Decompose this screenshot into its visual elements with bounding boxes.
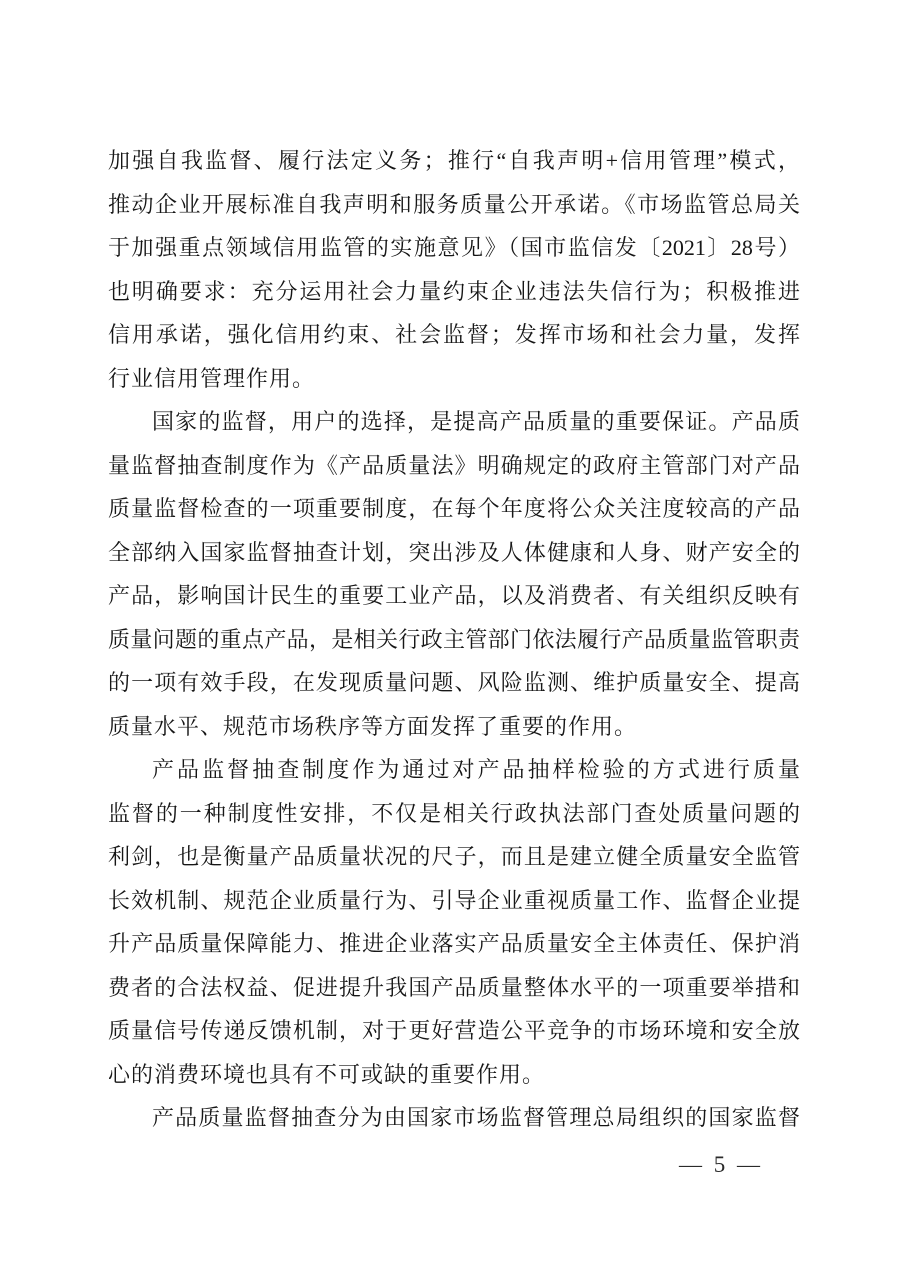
text-line: 产品，影响国计民生的重要工业产品，以及消费者、有关组织反映有 — [108, 583, 800, 608]
text-line: 质量水平、规范市场秩序等方面发挥了重要的作用。 — [108, 713, 638, 739]
text-line: 质量监督检查的一项重要制度，在每个年度将公众关注度较高的产品 — [108, 496, 800, 521]
text-line: 心的消费环境也具有不可或缺的重要作用。 — [108, 1061, 546, 1087]
text-line: 国家的监督，用户的选择，是提高产品质量的重要保证。产品质 — [152, 409, 800, 434]
text-line: 加强自我监督、履行法定义务；推行“自我声明+信用管理”模式， — [108, 148, 800, 173]
text-line: 的一项有效手段，在发现质量问题、风险监测、维护质量安全、提高 — [108, 670, 800, 695]
text-line: 质量信号传递反馈机制，对于更好营造公平竞争的市场环境和安全放 — [108, 1018, 800, 1043]
text-line: 行业信用管理作用。 — [108, 365, 316, 391]
paragraph — [108, 400, 800, 748]
text-line: 产品质量监督抽查分为由国家市场监督管理总局组织的国家监督 — [152, 1105, 800, 1130]
text-line: 也明确要求：充分运用社会力量约束企业违法失信行为；积极推进 — [108, 278, 800, 304]
text-line: 利剑，也是衡量产品质量状况的尺子，而且是建立健全质量安全监管 — [108, 844, 800, 869]
page-number: — 5 — — [679, 1152, 763, 1177]
text-line: 信用承诺，强化信用约束、社会监督；发挥市场和社会力量，发挥 — [108, 322, 800, 347]
paragraph — [108, 1096, 800, 1140]
paragraph — [108, 139, 800, 400]
document-body — [108, 139, 800, 1140]
text-line: 产品监督抽查制度作为通过对产品抽样检验的方式进行质量 — [152, 757, 800, 782]
text-line: 监督的一种制度性安排，不仅是相关行政执法部门查处质量问题的 — [108, 800, 800, 826]
text-line: 于加强重点领域信用监管的实施意见》（国市监信发〔2021〕28号） — [108, 235, 800, 260]
text-line: 量监督抽查制度作为《产品质量法》明确规定的政府主管部门对产品 — [108, 452, 800, 478]
text-line: 质量问题的重点产品，是相关行政主管部门依法履行产品质量监管职责 — [108, 626, 800, 652]
text-line: 长效机制、规范企业质量行为、引导企业重视质量工作、监督企业提 — [108, 887, 800, 913]
text-line: 费者的合法权益、促进提升我国产品质量整体水平的一项重要举措和 — [108, 974, 800, 1000]
text-line: 升产品质量保障能力、推进企业落实产品质量安全主体责任、保护消 — [108, 931, 800, 956]
paragraph — [108, 748, 800, 1096]
text-line: 推动企业开展标准自我声明和服务质量公开承诺。《市场监管总局关 — [108, 191, 800, 217]
text-line: 全部纳入国家监督抽查计划，突出涉及人体健康和人身、财产安全的 — [108, 539, 800, 565]
